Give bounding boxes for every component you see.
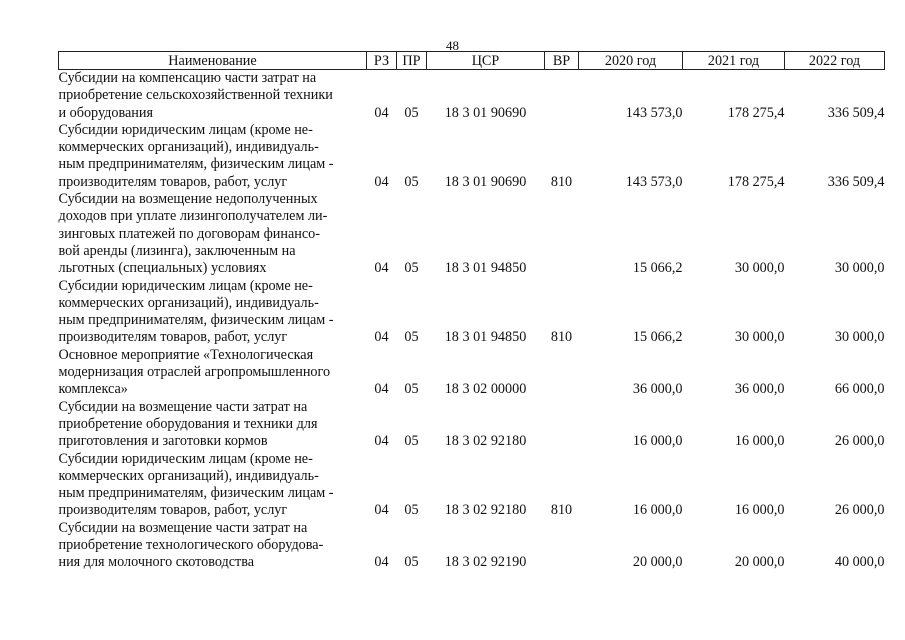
row-vr: 810 [550, 329, 573, 346]
row-name-line: приобретение сельскохозяйственной техники [58, 87, 333, 104]
row-pr: 05 [404, 260, 419, 277]
row-name-line: вой аренды (лизинга), заключенным на [58, 242, 296, 259]
row-name-line: Субсидии юридическим лицам (кроме не- [58, 121, 313, 138]
row-csr: 18 3 01 94850 [444, 329, 527, 346]
row-2020: 15 066,2 [632, 329, 683, 346]
row-name-line: приобретение оборудования и техники для [58, 415, 318, 432]
row-name-line: ным предпринимателям, физическим лицам - [58, 312, 334, 329]
row-name [59, 122, 367, 191]
row-name [59, 70, 367, 122]
row-name [59, 347, 367, 399]
row-name-line: Субсидии на возмещение части затрат на [58, 398, 308, 415]
row-csr: 18 3 02 92180 [444, 502, 527, 519]
row-vr: 810 [550, 502, 573, 519]
row-2021: 16 000,0 [734, 433, 785, 450]
row-rz: 04 [374, 554, 389, 571]
header-2021: 2021 год [683, 52, 785, 70]
table-header-row [59, 52, 885, 70]
row-name-line: производителям товаров, работ, услуг [58, 173, 288, 190]
row-csr: 18 3 01 90690 [444, 173, 527, 190]
row-2022: 26 000,0 [834, 433, 885, 450]
row-name-line: ным предпринимателям, физическим лицам - [58, 156, 334, 173]
row-name-line: комплекса» [58, 381, 128, 398]
row-pr: 05 [404, 433, 419, 450]
row-csr: 18 3 02 92190 [444, 554, 527, 571]
row-vr [545, 347, 579, 399]
table-body [59, 70, 885, 572]
row-name-line: ным предпринимателям, физическим лицам - [58, 485, 334, 502]
row-2020: 16 000,0 [632, 433, 683, 450]
row-2020: 36 000,0 [632, 381, 683, 398]
row-2021: 16 000,0 [734, 502, 785, 519]
row-2020: 16 000,0 [632, 502, 683, 519]
row-2022: 30 000,0 [834, 329, 885, 346]
row-name-line: Субсидии на возмещение недополученных [58, 191, 318, 208]
row-name-line: льготных (специальных) условиях [58, 260, 267, 277]
row-name-line: доходов при уплате лизингополучателем ли- [58, 208, 328, 225]
row-pr: 05 [404, 104, 419, 121]
row-csr: 18 3 02 00000 [444, 381, 527, 398]
table-row [59, 70, 885, 122]
row-rz: 04 [374, 502, 389, 519]
header-2020: 2020 год [579, 52, 683, 70]
header-pr: ПР [397, 52, 427, 70]
row-2020: 143 573,0 [625, 104, 683, 121]
header-2022: 2022 год [785, 52, 885, 70]
header-name: Наименование [59, 52, 367, 70]
row-vr [545, 70, 579, 122]
row-2020: 15 066,2 [632, 260, 683, 277]
row-vr: 810 [550, 173, 573, 190]
row-pr: 05 [404, 502, 419, 519]
table-row [59, 347, 885, 399]
row-csr: 18 3 01 94850 [444, 260, 527, 277]
row-csr: 18 3 02 92180 [444, 433, 527, 450]
budget-table [58, 51, 885, 572]
row-name [59, 451, 367, 520]
row-name-line: модернизация отраслей агропромышленного [58, 364, 331, 381]
row-name-line: Субсидии на компенсацию части затрат на [58, 70, 317, 86]
row-rz: 04 [374, 173, 389, 190]
row-rz: 04 [374, 381, 389, 398]
row-name-line: производителям товаров, работ, услуг [58, 329, 288, 346]
row-name-line: производителям товаров, работ, услуг [58, 502, 288, 519]
row-rz: 04 [374, 433, 389, 450]
row-name [59, 399, 367, 451]
row-rz: 04 [374, 260, 389, 277]
row-pr: 05 [404, 554, 419, 571]
row-vr [545, 520, 579, 572]
row-rz: 04 [374, 329, 389, 346]
row-pr: 05 [404, 381, 419, 398]
row-2022: 26 000,0 [834, 502, 885, 519]
row-name [59, 191, 367, 277]
row-2022: 30 000,0 [834, 260, 885, 277]
row-name-line: Субсидии на возмещение части затрат на [58, 519, 308, 536]
row-name-line: Основное мероприятие «Технологическая [58, 346, 314, 363]
row-name-line: и оборудования [58, 104, 153, 121]
header-csr: ЦСР [427, 52, 545, 70]
table-row [59, 278, 885, 347]
row-2022: 336 509,4 [827, 104, 885, 121]
table-row [59, 451, 885, 520]
table-row [59, 191, 885, 277]
row-2021: 30 000,0 [734, 260, 785, 277]
header-vr: ВР [545, 52, 579, 70]
row-name-line: ния для молочного скотоводства [58, 554, 255, 571]
row-2022: 66 000,0 [834, 381, 885, 398]
row-2022: 336 509,4 [827, 173, 885, 190]
row-pr: 05 [404, 329, 419, 346]
row-name-line: Субсидии юридическим лицам (кроме не- [58, 450, 313, 467]
row-name-line: зинговых платежей по договорам финансо- [58, 225, 320, 242]
row-vr [545, 191, 579, 277]
row-2021: 178 275,4 [727, 104, 785, 121]
row-2021: 20 000,0 [734, 554, 785, 571]
row-2020: 143 573,0 [625, 173, 683, 190]
page-number: 48 [446, 38, 459, 53]
row-2022: 40 000,0 [834, 554, 885, 571]
row-2020: 20 000,0 [632, 554, 683, 571]
row-name [59, 278, 367, 347]
row-name-line: коммерческих организаций), индивидуаль- [58, 467, 319, 484]
row-csr: 18 3 01 90690 [444, 104, 527, 121]
table-row [59, 122, 885, 191]
row-name [59, 520, 367, 572]
table-row [59, 520, 885, 572]
header-rz: РЗ [367, 52, 397, 70]
row-rz: 04 [374, 104, 389, 121]
row-vr [545, 399, 579, 451]
row-name-line: приготовления и заготовки кормов [58, 433, 268, 450]
row-2021: 178 275,4 [727, 173, 785, 190]
row-2021: 36 000,0 [734, 381, 785, 398]
row-name-line: Субсидии юридическим лицам (кроме не- [58, 277, 313, 294]
row-pr: 05 [404, 173, 419, 190]
row-name-line: приобретение технологического оборудова- [58, 537, 324, 554]
row-2021: 30 000,0 [734, 329, 785, 346]
row-name-line: коммерческих организаций), индивидуаль- [58, 294, 319, 311]
table-row [59, 399, 885, 451]
row-name-line: коммерческих организаций), индивидуаль- [58, 139, 319, 156]
